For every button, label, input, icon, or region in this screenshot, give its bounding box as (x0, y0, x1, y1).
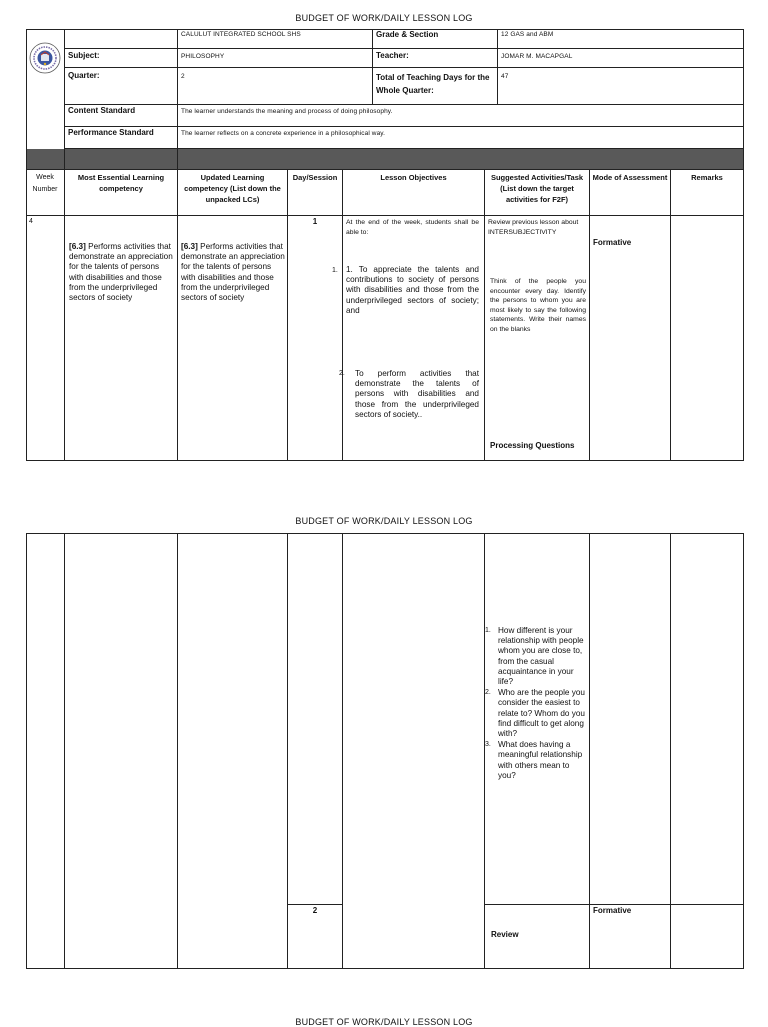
review-label: Review (491, 930, 519, 939)
activity-review: Review previous lesson about INTERSUBJECTIVITY (488, 219, 579, 236)
objectives-intro: At the end of the week, students shall be able to: (346, 219, 479, 236)
school-name: CALULUT INTEGRATED SCHOOL SHS (181, 31, 301, 38)
deped-seal-icon (29, 42, 61, 74)
day-session-2: 2 (312, 906, 318, 915)
objective-1: 1. To appreciate the talents and contributions to society of persons with disabilities and those from the underprivileged sectors of society; and (346, 265, 479, 315)
subject-value: PHILOSOPHY (181, 53, 225, 60)
teaching-days-value: 47 (501, 73, 509, 80)
col-remarks-header: Remarks (691, 173, 723, 182)
objective-2: To perform activities that demonstrate the talents of persons with disabilities and those from the underprivileged sectors of society.. (355, 369, 479, 419)
subject-label: Subject: (68, 51, 100, 60)
melc-text: [6.3] Performs activities that demonstrate an appreciation for the talents of persons with disabilities and those from the underprivileged sectors of society (69, 242, 173, 303)
activity-think: Think of the people you encounter every day. Identify the persons to whom you are most likely to say the following statements. Write their names on the blanks (490, 278, 586, 333)
question-item: 3. What does having a meaningful relationship with others mean to you? (485, 740, 583, 780)
question-item: 2. Who are the people you consider the easiest to relate to? Whom do you find difficult to get along with? (485, 688, 585, 739)
page3-title: BUDGET OF WORK/DAILY LESSON LOG (295, 1017, 473, 1027)
quarter-value: 2 (181, 73, 185, 80)
day-session-1: 1 (312, 217, 318, 226)
grade-label: Grade & Section (376, 30, 439, 39)
teaching-days-label: Total of Teaching Days for the Whole Quarter: (376, 73, 490, 95)
teacher-label: Teacher: (376, 51, 409, 60)
performance-standard-label: Performance Standard (68, 128, 154, 137)
teacher-value: JOMAR M. MACAPGAL (501, 53, 573, 60)
objective-2-number: 2. (339, 370, 345, 377)
processing-questions-label: Processing Questions (490, 441, 575, 450)
page2-mode-of-assessment: Formative (593, 906, 632, 915)
col-melc-header: Most Essential Learning competency (77, 173, 165, 193)
page-title: BUDGET OF WORK/DAILY LESSON LOG (295, 13, 473, 23)
content-standard-value: The learner understands the meaning and process of doing philosophy. (181, 108, 393, 115)
col-day-header: Day/Session (292, 173, 338, 182)
section-band (26, 149, 744, 169)
col-updated-header: Updated Learning competency (List down the unpacked LCs) (184, 173, 281, 204)
week-number: 4 (29, 218, 33, 225)
col-mode-header: Mode of Assessment (592, 173, 668, 182)
grade-value: 12 GAS and ABM (501, 31, 554, 38)
mode-of-assessment: Formative (593, 238, 632, 247)
processing-questions-list (485, 626, 588, 781)
objective-1-number: 1. (332, 267, 338, 274)
col-objectives-header: Lesson Objectives (380, 173, 447, 182)
col-week-header: Week Number (32, 174, 58, 193)
performance-standard-value: The learner reflects on a concrete experience in a philosophical way. (181, 130, 386, 137)
quarter-label: Quarter: (68, 71, 100, 80)
question-item: 1. How different is your relationship with people whom you are close to, from the casual acquaintance in your life? (485, 626, 584, 687)
col-activities-header: Suggested Activities/Task (List down the target activities for F2F) (490, 173, 584, 204)
page2-title: BUDGET OF WORK/DAILY LESSON LOG (295, 516, 473, 526)
updated-lc-text: [6.3] Performs activities that demonstrate an appreciation for the talents of persons with disabilities and those from the underprivileged sectors of society (181, 242, 285, 303)
content-standard-label: Content Standard (68, 106, 136, 115)
